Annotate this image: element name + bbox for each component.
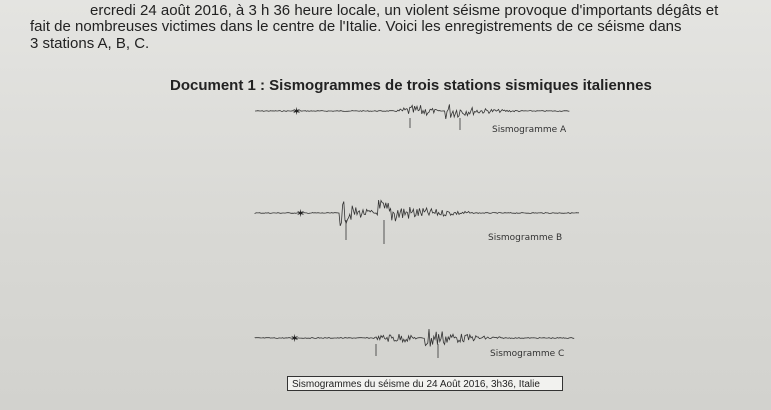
seismogram-a-label: Sismogramme A <box>492 125 567 135</box>
seismogram-b-label: Sismogramme B <box>488 233 563 243</box>
document-title: Document 1 : Sismogrammes de trois stations sismiques italiennes <box>170 77 652 94</box>
seismogram-c-label: Sismogramme C <box>490 349 565 359</box>
seismogram-c-line <box>255 329 574 347</box>
intro-line-1: ercredi 24 août 2016, à 3 h 36 heure locale, un violent séisme provoque d'importants dégâts et <box>90 2 719 19</box>
figure-caption: Sismogrammes du séisme du 24 Août 2016, 3h36, Italie <box>287 376 563 391</box>
intro-line-3: 3 stations A, B, C. <box>30 35 150 52</box>
intro-line-2: fait de nombreuses victimes dans le centre de l'Italie. Voici les enregistrements de ce séisme dans <box>30 18 682 35</box>
seismogram-a-origin-marker: ✶ <box>292 105 302 118</box>
seismogram-a-line <box>255 104 569 119</box>
seismogram-c-origin-marker: ✶ <box>290 332 300 345</box>
seismogram-b-origin-marker: ✶ <box>296 207 306 220</box>
